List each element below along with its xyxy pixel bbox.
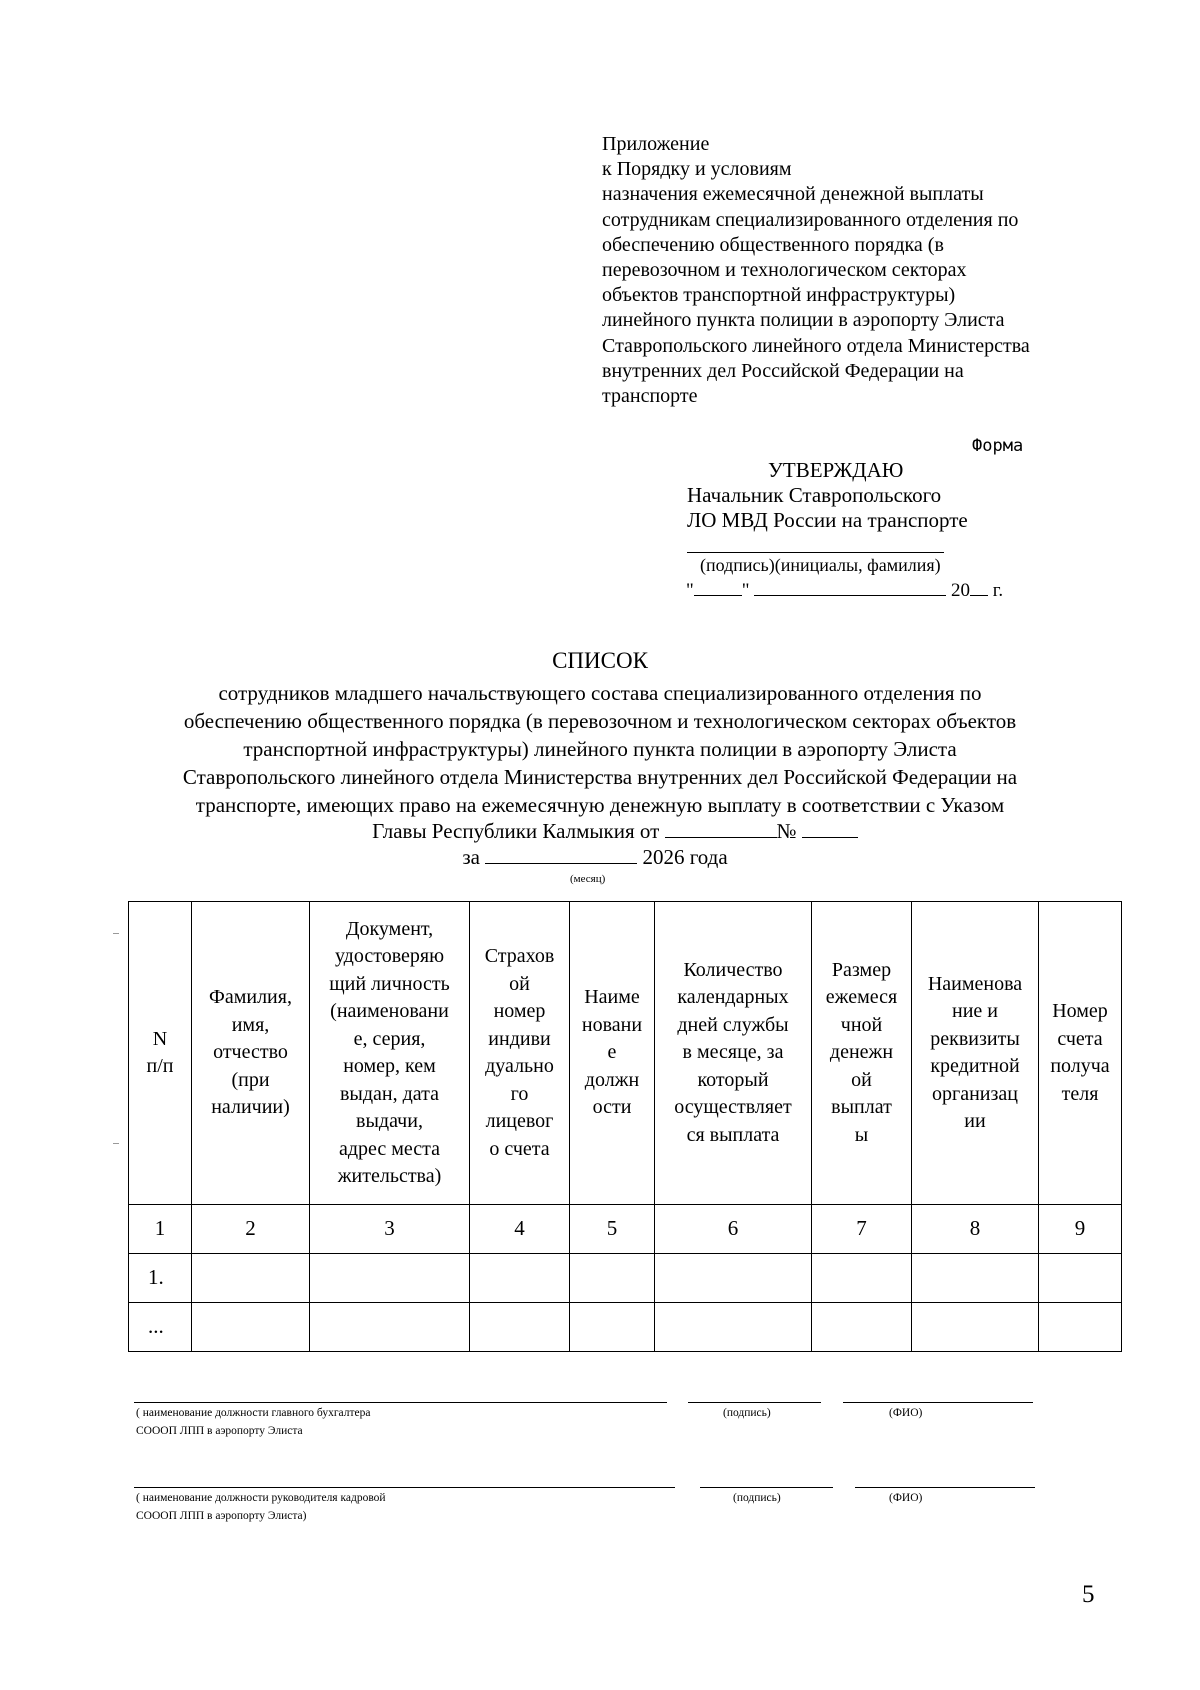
year-suffix: г. <box>992 580 1004 601</box>
table-cell <box>912 1303 1039 1352</box>
month-blank <box>754 577 946 596</box>
page-number: 5 <box>1082 1581 1095 1608</box>
appendix-line: объектов транспортной инфраструктуры) <box>602 284 956 307</box>
column-number-row <box>129 1205 1122 1254</box>
approval-line-1: Начальник Ставропольского <box>687 483 942 507</box>
table-row <box>129 1303 1122 1352</box>
header-cell: Номер счета получа теля <box>1039 902 1122 1205</box>
approval-line-2: ЛО МВД России на транспорте <box>687 508 968 532</box>
table-header-row <box>129 902 1122 1205</box>
appendix-line: сотрудникам специализированного отделения по <box>602 208 1019 231</box>
table-cell <box>570 1254 655 1303</box>
table-cell <box>655 1254 812 1303</box>
footer-signature-caption-2: (подпись) <box>733 1492 781 1504</box>
column-number: 6 <box>655 1205 812 1254</box>
column-number: 5 <box>570 1205 655 1254</box>
appendix-line: линейного пункта полиции в аэропорту Элиста <box>602 309 1005 332</box>
signature-line-2 <box>700 1487 833 1488</box>
month-caption: (месяц) <box>570 873 606 885</box>
list-body-line: транспортной инфраструктуры) линейного пункта полиции в аэропорту Элиста <box>243 737 957 761</box>
appendix-line: внутренних дел Российской Федерации на <box>602 359 964 382</box>
fio-line-2 <box>855 1487 1035 1488</box>
list-body-line: транспорте, имеющих право на ежемесячную денежную выплату в соответствии с Указом <box>195 793 1005 817</box>
table-cell: ... <box>129 1303 192 1352</box>
column-number: 3 <box>310 1205 470 1254</box>
quote-open: " <box>686 580 694 601</box>
header-cell: Размер ежемеся чной денежн ой выплат ы <box>812 902 912 1205</box>
form-label: Форма <box>972 436 1024 456</box>
month-line <box>0 845 1190 870</box>
column-number: 1 <box>129 1205 192 1254</box>
approval-signature-line <box>687 552 944 553</box>
list-title: СПИСОК <box>552 648 648 673</box>
position-line-1 <box>134 1402 667 1403</box>
column-number: 7 <box>812 1205 912 1254</box>
table-cell <box>470 1254 570 1303</box>
footer-fio-caption-2: (ФИО) <box>889 1492 923 1504</box>
appendix-line: обеспечению общественного порядка (в <box>602 233 944 256</box>
decree-text: Главы Республики Калмыкия от <box>372 819 660 843</box>
appendix-line: транспорте <box>602 385 698 408</box>
appendix-block <box>602 132 1122 409</box>
table-cell <box>310 1303 470 1352</box>
appendix-line: перевозочном и технологическом секторах <box>602 259 967 282</box>
table-cell <box>912 1254 1039 1303</box>
quote-close: " <box>741 580 750 601</box>
table-cell <box>1039 1254 1122 1303</box>
column-number: 8 <box>912 1205 1039 1254</box>
header-cell: Наиме новани е должн ости <box>570 902 655 1205</box>
approval-date-line <box>686 577 1003 602</box>
table-cell <box>192 1254 310 1303</box>
list-body-line: обеспечению общественного порядка (в перевозочном и технологическом секторах объектов <box>183 709 1017 733</box>
header-cell: Документ, удостоверяю щий личность (наименовани е, серия, номер, кем выдан, дата выдачи, адрес места жительства) <box>310 902 470 1205</box>
approval-title: УТВЕРЖДАЮ <box>768 458 904 482</box>
header-cell: N п/п <box>129 902 192 1205</box>
table-cell <box>1039 1303 1122 1352</box>
header-cell: Наименова ние и реквизиты кредитной организац ии <box>912 902 1039 1205</box>
appendix-line: Приложение <box>602 133 710 155</box>
approval-lines <box>687 483 968 533</box>
signature-line-1 <box>688 1402 821 1403</box>
footer-signature-caption-1: (подпись) <box>723 1407 771 1419</box>
fio-line-1 <box>843 1402 1033 1403</box>
footer-position-caption-1: ( наименование должности главного бухгалтера СОООП ЛПП в аэропорту Элиста <box>136 1407 371 1437</box>
footer-position-caption-2: ( наименование должности руководителя кадровой СОООП ЛПП в аэропорту Элиста) <box>136 1492 386 1522</box>
table-cell: 1. <box>129 1254 192 1303</box>
header-cell: Количество календарных дней службы в месяце, за который осуществляет ся выплата <box>655 902 812 1205</box>
decree-line <box>0 819 1200 844</box>
column-number: 4 <box>470 1205 570 1254</box>
table-row <box>129 1254 1122 1303</box>
approval-signature-caption: (подпись)(инициалы, фамилия) <box>700 555 941 575</box>
appendix-line: Ставропольского линейного отдела Министерства <box>602 334 1030 357</box>
month-blank-field <box>485 845 637 864</box>
position-line-2 <box>134 1487 675 1488</box>
table-cell <box>192 1303 310 1352</box>
header-cell: Фамилия, имя, отчество (при наличии) <box>192 902 310 1205</box>
decree-date-blank <box>665 819 777 838</box>
number-sign: № <box>776 819 797 843</box>
footer-fio-caption-1: (ФИО) <box>889 1407 923 1419</box>
header-cell: Страхов ой номер индиви дуально го лицевог о счета <box>470 902 570 1205</box>
table-cell <box>570 1303 655 1352</box>
employee-table <box>128 901 1122 1352</box>
year-prefix: 20 <box>951 580 971 601</box>
list-body-line: сотрудников младшего начальствующего состава специализированного отделения по <box>218 681 982 705</box>
appendix-line: назначения ежемесячной денежной выплаты <box>602 183 984 206</box>
table-cell <box>470 1303 570 1352</box>
month-prefix: за <box>462 845 480 869</box>
table-cell <box>310 1254 470 1303</box>
year-text: 2026 года <box>642 845 728 869</box>
appendix-line: к Порядку и условиям <box>602 158 792 181</box>
table-cell <box>812 1303 912 1352</box>
day-blank <box>694 577 742 596</box>
column-number: 9 <box>1039 1205 1122 1254</box>
decree-number-blank <box>802 819 858 838</box>
table-cell <box>655 1303 812 1352</box>
scan-mark <box>113 933 119 934</box>
list-body <box>120 679 1080 819</box>
scan-mark <box>113 1143 119 1144</box>
column-number: 2 <box>192 1205 310 1254</box>
year-blank <box>970 577 988 596</box>
table-cell <box>812 1254 912 1303</box>
list-body-line: Ставропольского линейного отдела Министерства внутренних дел Российской Федерации на <box>182 765 1018 789</box>
